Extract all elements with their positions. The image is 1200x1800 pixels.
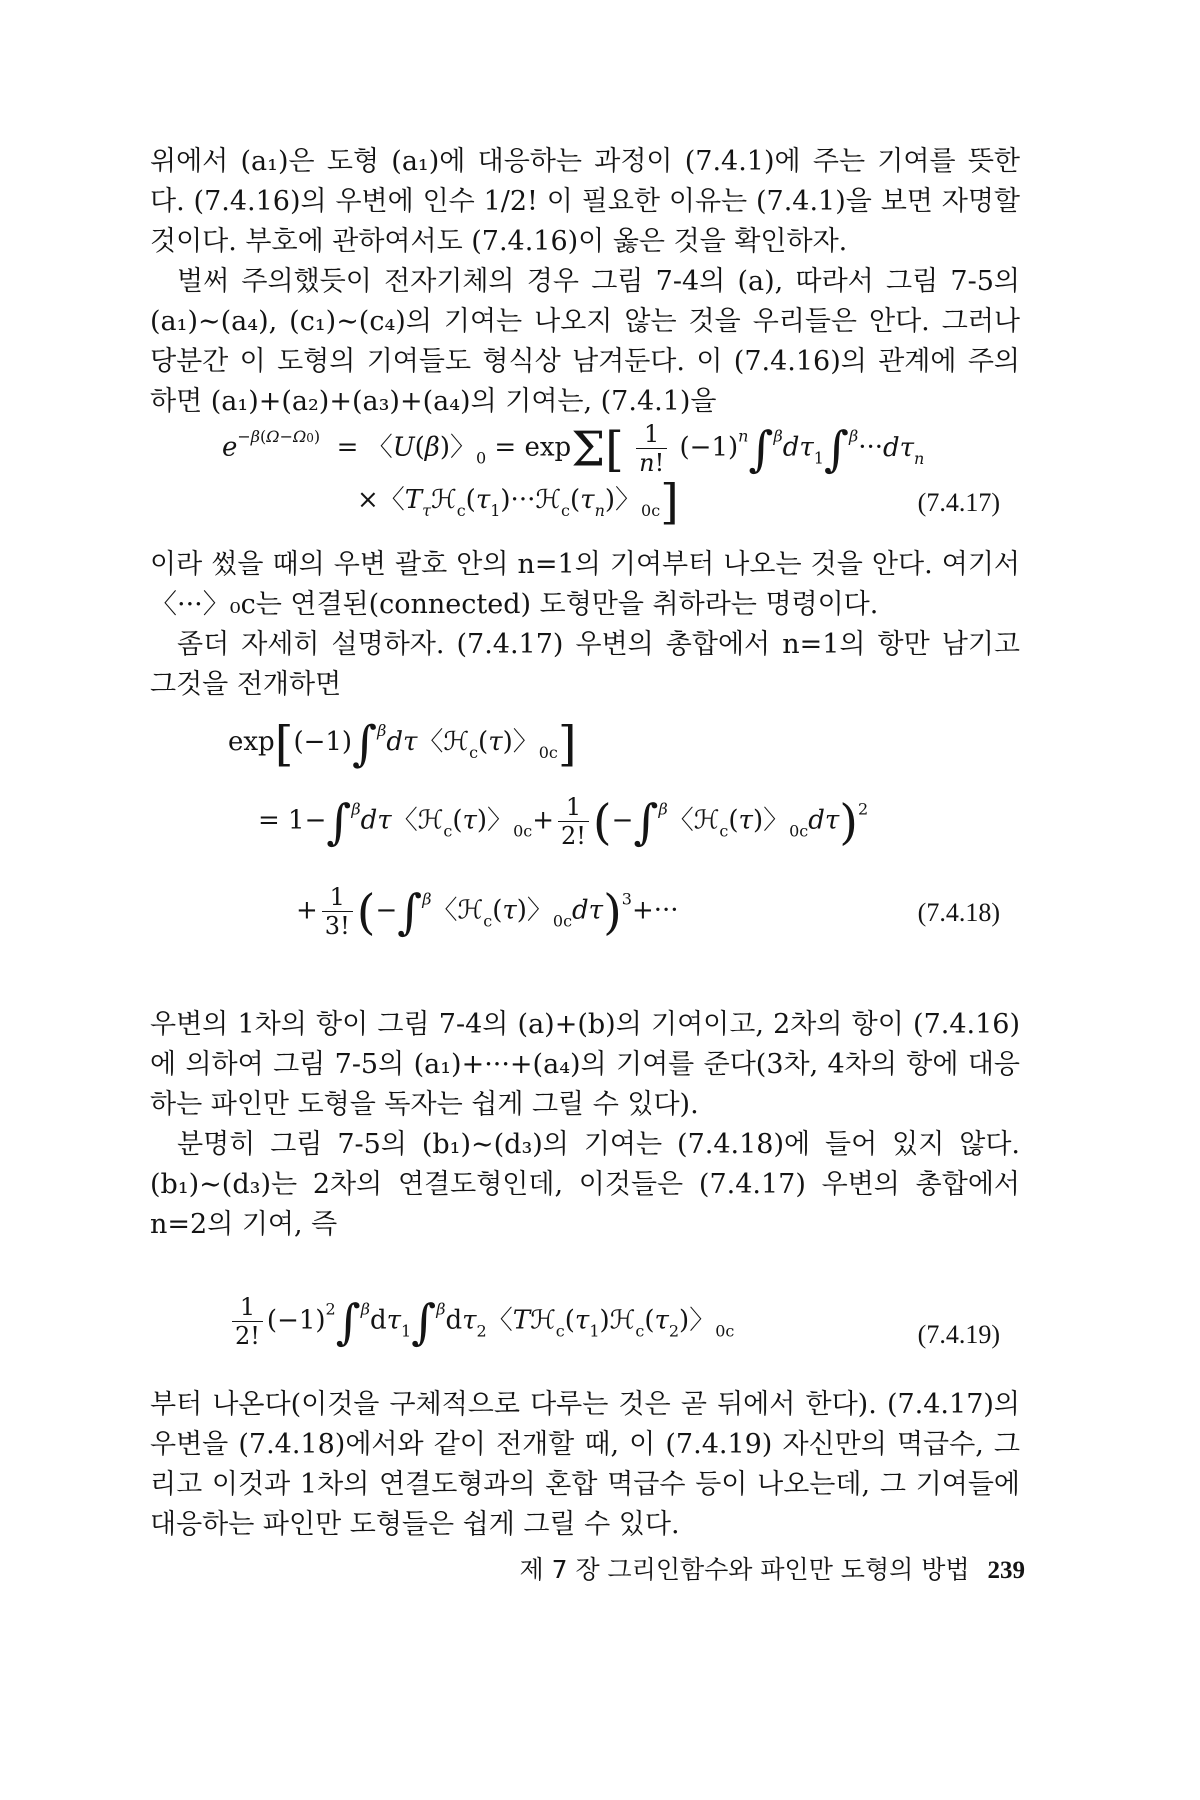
page-footer <box>520 1550 1026 1586</box>
page-number: 239 <box>987 1557 1025 1584</box>
paragraph-1: 위에서 (a₁)은 도형 (a₁)에 대응하는 과정이 (7.4.1)에 주는 기여를 뜻한다. (7.4.16)의 우변에 인수 1/2! 이 필요한 이유는 (7.4.1)을 보면 자명할 것이다. 부호에 관하여서도 (7.4.16)이 옳은 것을 확인하자. <box>150 146 1020 257</box>
paragraph-4: 좀더 자세히 설명하자. (7.4.17) 우변의 총합에서 n=1의 항만 남기고 그것을 전개하면 <box>150 629 1020 700</box>
equation-7-4-18-line-3: + $\frac{1}{3!}$ (−∫$^\beta$〈ℋ$_c$(τ)〉$_{0c}$dτ)$^3$+··· <box>296 883 679 941</box>
text-section-3 <box>150 1005 1020 1245</box>
equation-number-7-4-17: (7.4.17) <box>917 488 1000 517</box>
equation-7-4-19: $\frac{1}{2!}$ $(-1)^2\int^\beta d\tau_1\int^\beta d\tau_2$〈$Tℋ_c(\tau_1)ℋ_c(\tau_2)$〉$_{0c}$ <box>228 1293 734 1350</box>
equation-7-4-17-line-2: ×〈$T_\tau ℋ_c(\tau_1)\cdot\cdot\cdot ℋ_c(\tau_n)$〉$_{0c}$] <box>357 474 679 530</box>
equation-7-4-18-line-1: exp[(−1)∫$^\beta$dτ〈ℋ$_c$(τ)〉$_{0c}$] <box>228 716 577 772</box>
text-section-2 <box>150 545 1020 705</box>
equation-7-4-17-line-1: $e^{-\beta(\Omega-\Omega 0)}$ = 〈U(β)〉$_0$ = expΣ[ $\frac{1}{n!}$ $(-1)^n\int^\beta d\tau_1\int^\beta\cdot\cdot\cdot d\tau_n$ <box>222 420 925 478</box>
paragraph-5: 우변의 1차의 항이 그림 7-4의 (a)+(b)의 기여이고, 2차의 항이 (7.4.16)에 의하여 그림 7-5의 (a₁)+···+(a₄)의 기여를 준다(3차, 4차의 항에 대응하는 파인만 도형을 독자는 쉽게 그릴 수 있다). <box>150 1009 1020 1120</box>
paragraph-2: 벌써 주의했듯이 전자기체의 경우 그림 7-4의 (a), 따라서 그림 7-5의 (a₁)∼(a₄), (c₁)∼(c₄)의 기여는 나오지 않는 것을 우리들은 안다. 그러나 당분간 이 도형의 기여들도 형식상 남겨둔다. 이 (7.4.16)의 관계에 주의하면 (a₁)+(a₂)+(a₃)+(a₄)의 기여는, (7.4.1)을 <box>150 266 1020 417</box>
equation-number-7-4-18: (7.4.18) <box>917 898 1000 927</box>
text-section-4 <box>150 1385 1020 1545</box>
paragraph-6: 분명히 그림 7-5의 (b₁)∼(d₃)의 기여는 (7.4.18)에 들어 있지 않다. (b₁)∼(d₃)는 2차의 연결도형인데, 이것들은 (7.4.17) 우변의 총합에서 n=2의 기여, 즉 <box>150 1129 1020 1240</box>
chapter-title: 제 7 장 그리인함수와 파인만 도형의 방법 <box>519 1555 970 1584</box>
equation-number-7-4-19: (7.4.19) <box>917 1320 1000 1349</box>
equation-7-4-18-line-2: = 1−∫$^\beta$dτ〈ℋ$_c$(τ)〉$_{0c}$+ $\frac{1}{2!}$ (−∫$^\beta$〈ℋ$_c$(τ)〉$_{0c}$dτ)$^2$ <box>258 793 869 851</box>
paragraph-3: 이라 썼을 때의 우변 괄호 안의 n=1의 기여부터 나오는 것을 안다. 여기서 〈···〉₀c는 연결된(connected) 도형만을 취하라는 명령이다. <box>150 549 1020 620</box>
paragraph-7: 부터 나온다(이것을 구체적으로 다루는 것은 곧 뒤에서 한다). (7.4.17)의 우변을 (7.4.18)에서와 같이 전개할 때, 이 (7.4.19) 자신만의 멱급수, 그리고 이것과 1차의 연결도형과의 혼합 멱급수 등이 나오는데, 그 기여들에 대응하는 파인만 도형들은 쉽게 그릴 수 있다. <box>150 1389 1020 1540</box>
text-section-1 <box>150 142 1020 422</box>
